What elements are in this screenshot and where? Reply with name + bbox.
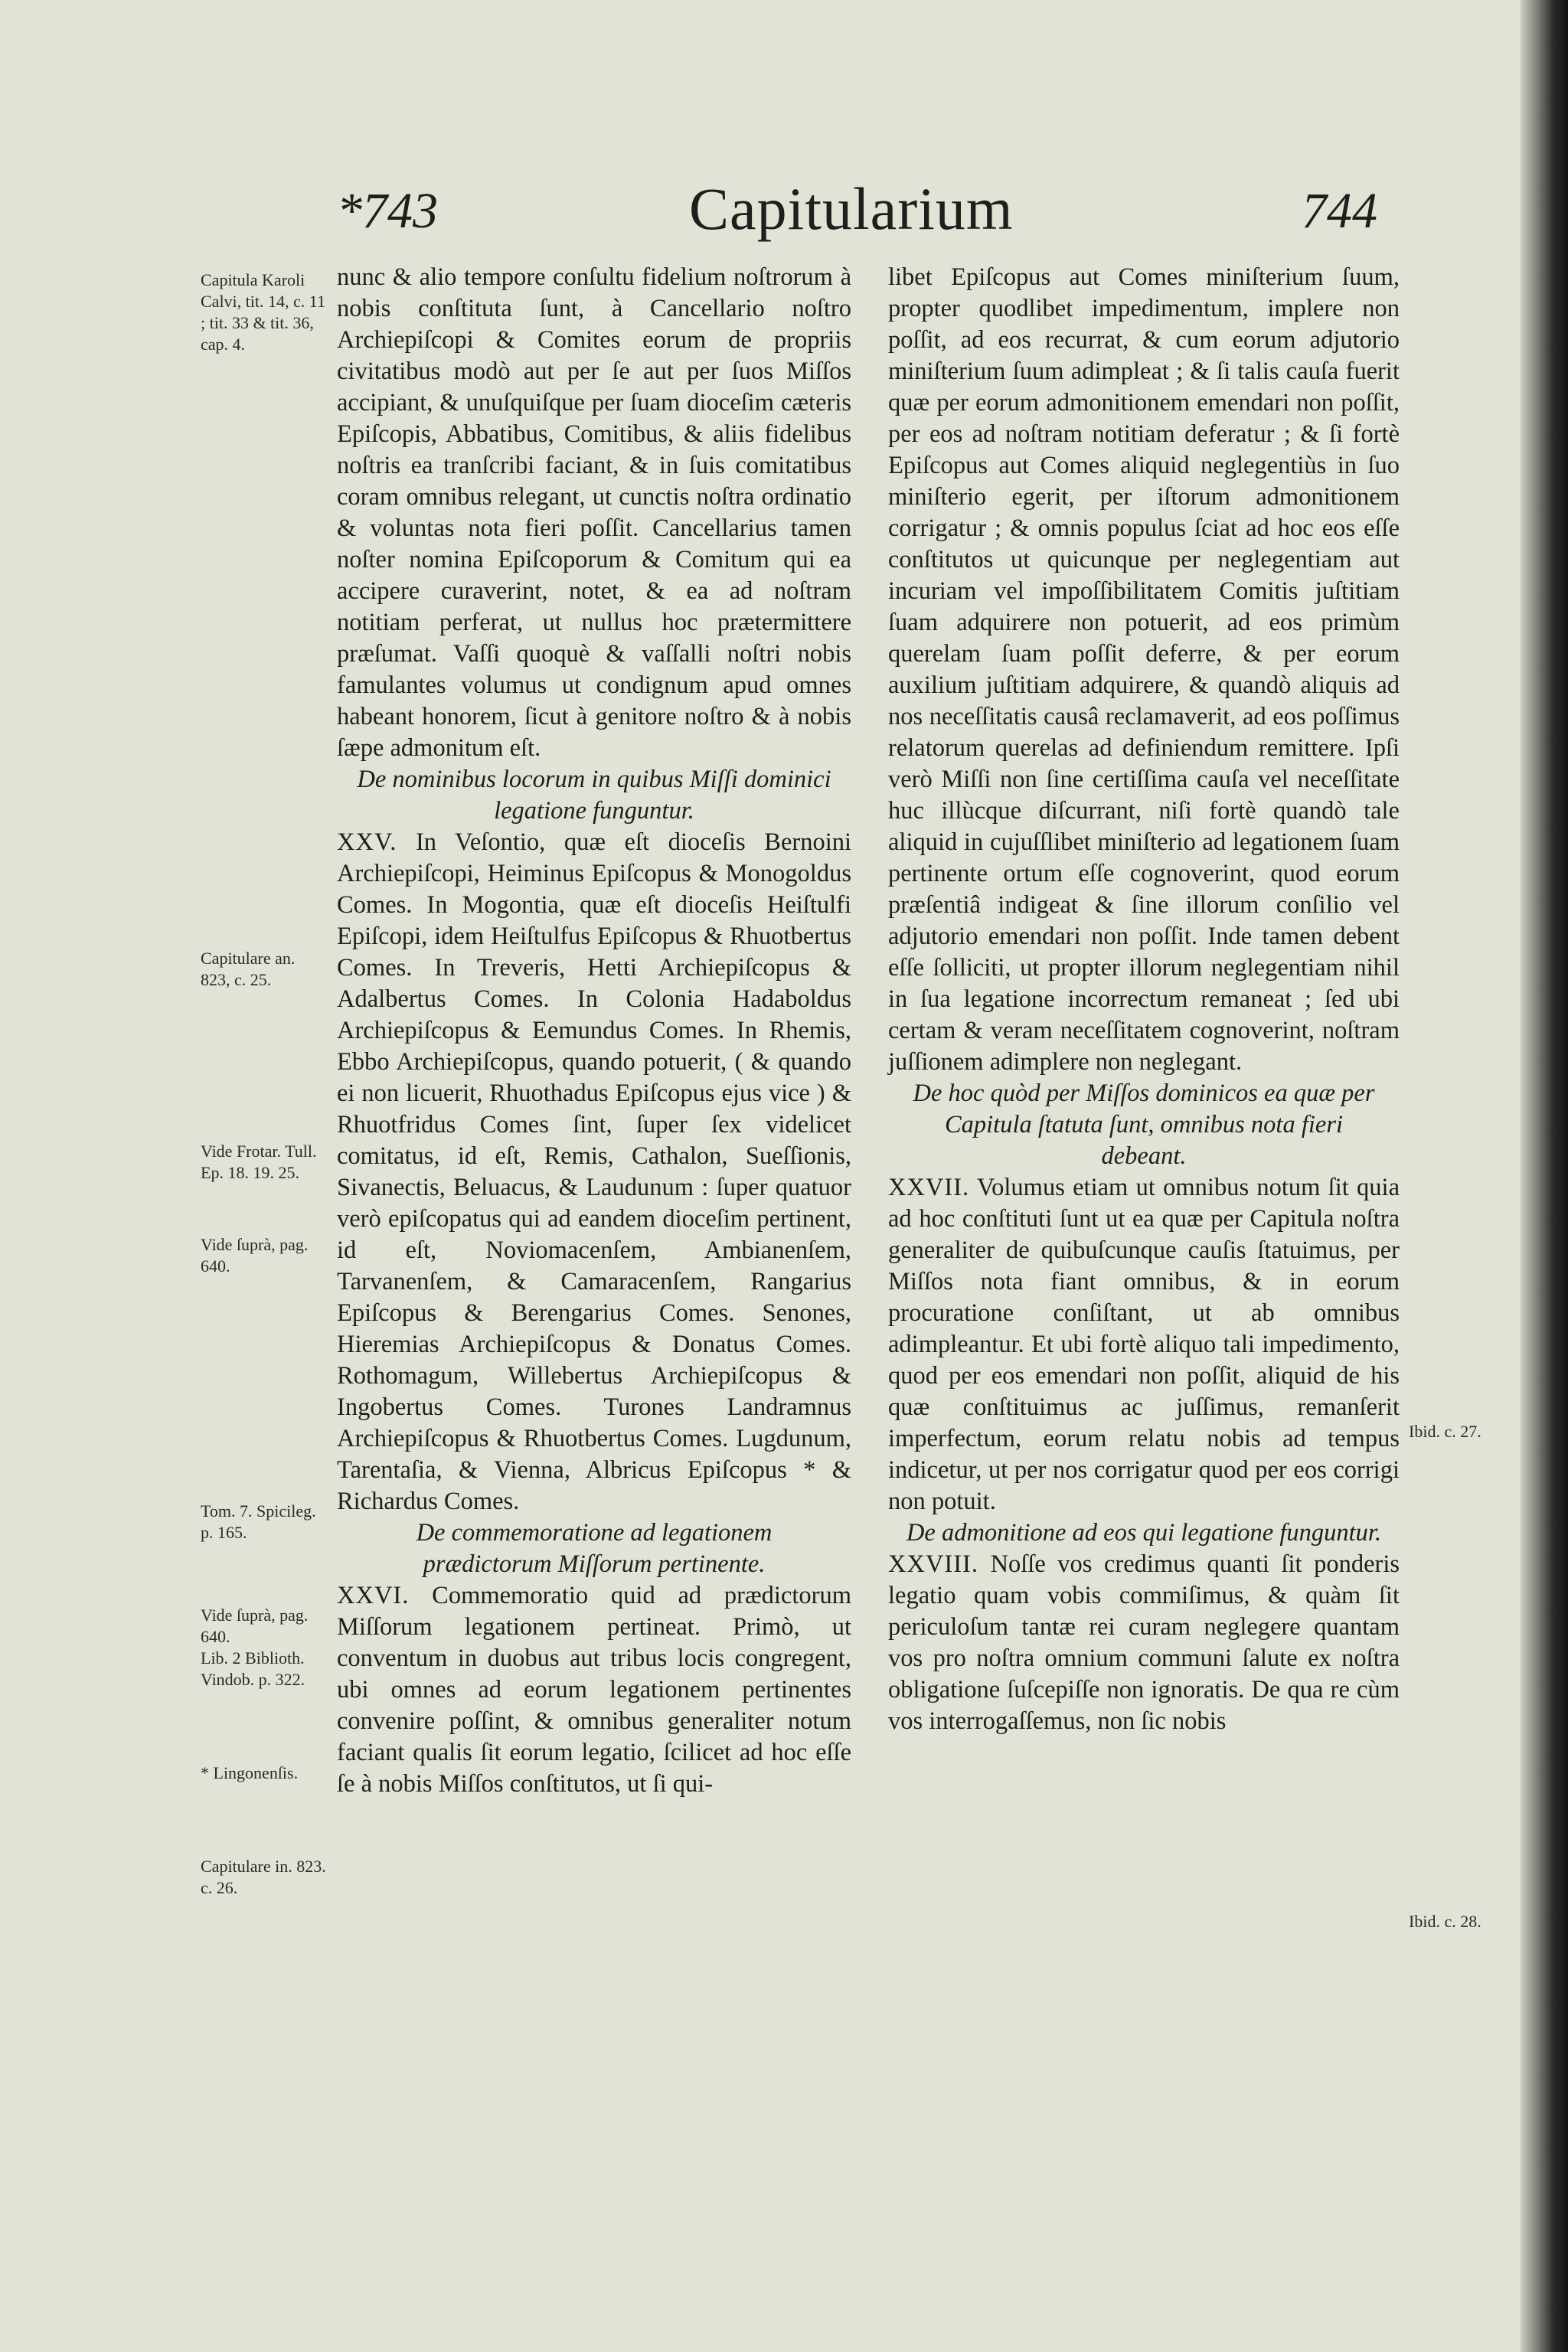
margin-note: Ibid. c. 28. <box>1409 1912 1481 1931</box>
section-numeral: XXVIII. <box>888 1550 979 1578</box>
text-column-left <box>337 262 851 1800</box>
paragraph <box>888 1549 1400 1737</box>
paragraph-text: In Veſontio, quæ eſt dioceſis Bernoini Archiepiſcopi, Heiminus Epiſcopus & Monogoldus Comes. In Mogontia, quæ eſt dioceſis Heiſtulfi Epiſcopi, idem Heiſtulfus Epiſcopus & Rhuotbertus Comes. In Treveris, Hetti Archiepiſcopus & Adalbertus Comes. In Colonia Hadaboldus Archiepiſcopus & Eemundus Comes. In Rhemis, Ebbo Archiepiſcopus, quando potuerit, ( & quando ei non licuerit, Rhuothadus Epiſcopus ejus vice ) & Rhuotfridus Comes ſint, ſuper ſex videlicet comitatus, id eſt, Remis, Cathalon, Sueſſionis, Sivanectis, Beluacus, & Laudunum : ſuper quatuor verò epiſcopatus qui ad eandem dioceſim pertinent, id eſt, Noviomacenſem, Ambianenſem, Tarvanenſem, & Camaracenſem, Rangarius Epiſcopus & Berengarius Comes. Senones, Hieremias Archiepiſcopus & Donatus Comes. Rothomagum, Willebertus Archiepiſcopus & Ingobertus Comes. Turones Landramnus Archiepiſcopus & Rhuotbertus Comes. Lugdunum, Tarentaſia, & Vienna, Albricus Epiſcopus * & Richardus Comes. <box>337 828 852 1515</box>
section-numeral: XXVI. <box>337 1582 410 1609</box>
margin-note: * Lingonenſis. <box>201 1763 299 1782</box>
page-gutter-shadow <box>1521 0 1568 2352</box>
page-number-left: *743 <box>337 183 438 239</box>
margin-note: Tom. 7. Spicileg. p. 165. <box>201 1501 316 1542</box>
margin-note: Capitula Karoli Calvi, tit. 14, c. 11 ; tit. 33 & tit. 36, cap. 4. <box>201 270 325 354</box>
paragraph-text: Volumus etiam ut omnibus notum ſit quia ad hoc conſtituti ſunt ut ea quæ per Capitula noſtra generaliter de quibuſcunque cauſis ſtatuimus, per Miſſos nota fiant omnibus, & in eorum procuratione conſiſtant, ut ab omnibus adimpleantur. Et ubi fortè aliquo tali impedimento, quod per eos emendari non poſſit, aliquid de his quæ conſtituimus ac juſſimus, remanſerit imperfectum, eorum relatu nobis ad tempus indicetur, ut per nos corrigatur quod per eos corrigi non potuit. <box>888 1174 1400 1515</box>
paragraph: nunc & alio tempore conſultu fidelium noſtrorum à nobis conſtituta ſunt, à Cancellario noſtro Archiepiſcopi & Comites eorum de propriis civitatibus modò aut per ſe aut per ſuos Miſſos accipiant, & unuſquiſque per ſuam dioceſim cæteris Epiſcopis, Abbatibus, Comitibus, & aliis fidelibus noſtris ea tranſcribi faciant, & in ſuis comitatibus coram omnibus relegant, ut cunctis noſtra ordinatio & voluntas nota fieri poſſit. Cancellarius tamen noſter nomina Epiſcoporum & Comitum qui ea accipere curaverint, notet, & ea ad noſtram notitiam perferat, ut nullus hoc prætermittere præſumat. Vaſſi quoquè & vaſſalli noſtri nobis famulantes volumus ut condignum apud omnes habeant honorem, ſicut à genitore noſtro & à nobis ſæpe admonitum eſt. <box>337 263 851 762</box>
margin-note: Ibid. c. 27. <box>1409 1422 1481 1441</box>
section-numeral: XXVII. <box>888 1174 970 1201</box>
page-header <box>0 175 1568 259</box>
section-numeral: XXV. <box>337 828 397 856</box>
section-heading: De commemoratione ad legationem prædictorum Miſſorum pertinente. <box>416 1519 773 1578</box>
section-heading: De nominibus locorum in quibus Miſſi dominici legatione funguntur. <box>357 766 831 825</box>
text-column-right <box>888 262 1400 1737</box>
paragraph <box>888 1172 1400 1517</box>
page-number-right: 744 <box>1302 183 1377 239</box>
margin-note: Capitulare an. 823, c. 25. <box>201 949 296 989</box>
margin-note: Vide ſuprà, pag. 640. <box>201 1606 309 1646</box>
paragraph <box>337 1580 851 1800</box>
paragraph-text: Noſſe vos credimus quanti ſit ponderis legatio quam vobis commiſimus, & quàm ſit periculoſum tantæ rei curam neglegere quantam vos pro noſtra omnium communi ſalute ex noſtra obligatione ſuſcepiſſe non ignoratis. De qua re cùm vos interrogaſſemus, non ſic nobis <box>888 1550 1400 1735</box>
running-title: Capitularium <box>689 175 1014 242</box>
paragraph <box>337 827 851 1517</box>
margin-note: Lib. 2 Biblioth. Vindob. p. 322. <box>201 1648 305 1689</box>
section-heading: De admonitione ad eos qui legatione funguntur. <box>906 1519 1382 1547</box>
paragraph-text: Commemoratio quid ad prædictorum Miſſorum legationem pertineat. Primò, ut conventum in duobus aut tribus locis congregent, ubi omnes ad eorum legationem pertinentes convenire poſſint, & omnibus generaliter notum faciant qualis ſit eorum legatio, ſcilicet ad hoc eſſe ſe à nobis Miſſos conſtitutos, ut ſi qui- <box>337 1582 851 1798</box>
margin-note: Vide Frotar. Tull. Ep. 18. 19. 25. <box>201 1142 317 1182</box>
paragraph: libet Epiſcopus aut Comes miniſterium ſuum, propter quodlibet impedimentum, implere non poſſit, ad eos recurrat, & cum eorum adjutorio miniſterium ſuum adimpleat ; & ſi talis cauſa fuerit quæ per eorum admonitionem emendari non poſſit, per eos ad noſtram notitiam deferatur ; & ſi fortè Epiſcopus aut Comes aliquid neglegentiùs in ſuo miniſterio egerit, per iſtorum admonitionem corrigatur ; & omnis populus ſciat ad hoc eos eſſe conſtitutos ut quicunque per neglegentiam aut incuriam vel impoſſibilitatem Comitis juſtitiam ſuam adquirere non potuerit, ad eos primùm querelam ſuam poſſit deferre, & per eorum auxilium juſtitiam adquirere, & quandò aliquis ad nos neceſſitatis causâ reclamaverit, ad eos poſſimus relatorum querelas ad definiendum remittere. Ipſi verò Miſſi non ſine certiſſima cauſa vel neceſſitate huc illùcque diſcurrant, niſi fortè quandò tale aliquid in cujuſſlibet miniſterio ad legationem ſuam pertinente ortum eſſe cognoverint, quod eorum præſentiâ indigeat & ſine illorum conſilio vel adjutorio emendari non poſſit. Inde tamen debent eſſe ſolliciti, ut propter illorum neglegentiam nihil in ſua legatione incorrectum remaneat ; ſed ubi certam & veram neceſſitatem cognoverint, noſtram juſſionem adimplere non neglegant. <box>888 263 1400 1076</box>
margin-note: Capitulare in. 823. c. 26. <box>201 1857 326 1897</box>
margin-note: Vide ſuprà, pag. 640. <box>201 1235 309 1276</box>
section-heading: De hoc quòd per Miſſos dominicos ea quæ per Capitula ſtatuta ſunt, omnibus nota fieri debeant. <box>913 1080 1375 1170</box>
